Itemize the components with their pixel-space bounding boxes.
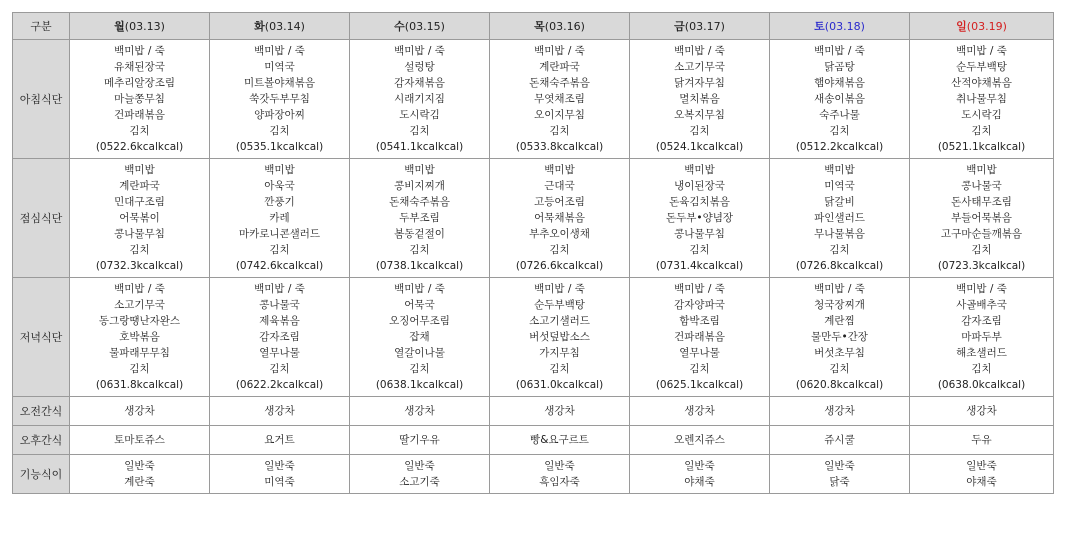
menu-cell [630, 426, 770, 455]
menu-item: 콩나물국 [961, 180, 1002, 192]
menu-cell [770, 278, 910, 397]
day-date: (03.16) [544, 20, 585, 33]
menu-item: 두부조림 [399, 212, 440, 224]
day-name: 일 [956, 20, 967, 33]
day-header [70, 13, 210, 40]
menu-item: 마카로니콘샐러드 [238, 228, 321, 240]
menu-cell [910, 397, 1054, 426]
menu-item: 설렁탕 [404, 61, 435, 73]
menu-item: 김치 [971, 244, 992, 256]
menu-item: 백미밥 / 죽 [814, 283, 865, 295]
meal-row [13, 40, 1054, 159]
menu-item: (0631.8kcalkcal) [95, 379, 184, 391]
menu-item: 순두부백탕 [534, 299, 585, 311]
menu-cell [70, 397, 210, 426]
menu-item: 닭갈비 [824, 196, 855, 208]
menu-item: 건파래볶음 [114, 109, 165, 121]
menu-item: 김치 [549, 363, 570, 375]
menu-item: 생강차 [404, 405, 435, 417]
menu-item: 김치 [549, 244, 570, 256]
menu-item: 냉이된장국 [674, 180, 725, 192]
menu-cell [630, 455, 770, 494]
menu-item: 콩나물무침 [114, 228, 165, 240]
menu-item: 일반죽 [124, 460, 155, 472]
row-label: 오후간식 [13, 426, 70, 455]
menu-item: 계란파국 [539, 61, 580, 73]
menu-item: 김치 [269, 363, 290, 375]
menu-item: 미역국 [824, 180, 855, 192]
menu-item: 일반죽 [404, 460, 435, 472]
day-header [910, 13, 1054, 40]
menu-item: 마파두부 [961, 331, 1002, 343]
menu-item: 백미밥 / 죽 [254, 283, 305, 295]
menu-item: 김치 [269, 125, 290, 137]
menu-cell [910, 40, 1054, 159]
menu-cell [490, 426, 630, 455]
menu-cell [70, 159, 210, 278]
menu-item: 어묵국 [404, 299, 435, 311]
menu-item: 어묵채볶음 [534, 212, 585, 224]
menu-item: (0620.8kcalkcal) [795, 379, 884, 391]
day-name: 월 [114, 20, 125, 33]
meal-row [13, 397, 1054, 426]
menu-item: 백미밥 / 죽 [114, 45, 165, 57]
menu-item: 열갈이나물 [394, 347, 445, 359]
menu-item: (0522.6kcalkcal) [95, 141, 184, 153]
menu-item: 카레 [269, 212, 290, 224]
menu-cell [490, 40, 630, 159]
menu-item: 김치 [829, 363, 850, 375]
menu-item: (0631.0kcalkcal) [515, 379, 604, 391]
menu-item: 일반죽 [824, 460, 855, 472]
menu-item: 김치 [409, 125, 430, 137]
menu-item: 요거트 [264, 434, 295, 446]
menu-item: 숙주나물 [819, 109, 860, 121]
menu-item: 오복지무침 [674, 109, 725, 121]
menu-item: 두유 [971, 434, 992, 446]
menu-item: 생강차 [544, 405, 575, 417]
menu-item: 오이지무침 [534, 109, 585, 121]
day-date: (03.14) [264, 20, 305, 33]
menu-item: 백미밥 [966, 164, 997, 176]
menu-cell [210, 159, 350, 278]
menu-item: (0533.8kcalkcal) [515, 141, 604, 153]
menu-item: 순두부백탕 [956, 61, 1007, 73]
day-name: 수 [394, 20, 405, 33]
menu-item: 무엿채조림 [534, 93, 585, 105]
menu-item: 마늘쫑무침 [114, 93, 165, 105]
day-header [490, 13, 630, 40]
day-header [350, 13, 490, 40]
menu-item: 돈두부•양념장 [665, 212, 734, 224]
day-header [210, 13, 350, 40]
menu-item: 청국장찌개 [814, 299, 865, 311]
menu-cell [350, 278, 490, 397]
menu-item: (0625.1kcalkcal) [655, 379, 744, 391]
meal-row [13, 455, 1054, 494]
menu-cell [490, 397, 630, 426]
menu-cell [350, 455, 490, 494]
day-date: (03.13) [124, 20, 165, 33]
menu-cell [910, 455, 1054, 494]
meal-row [13, 159, 1054, 278]
day-name: 화 [254, 20, 265, 33]
menu-item: 돈육김치볶음 [669, 196, 730, 208]
menu-item: (0742.6kcalkcal) [235, 260, 324, 272]
menu-item: (0521.1kcalkcal) [937, 141, 1026, 153]
menu-item: 김치 [129, 363, 150, 375]
menu-item: 백미밥 / 죽 [956, 45, 1007, 57]
menu-cell [210, 40, 350, 159]
menu-item: 토마토쥬스 [114, 434, 165, 446]
menu-item: 제육볶음 [259, 315, 300, 327]
menu-item: 야채죽 [684, 476, 715, 488]
menu-item: 소고기무국 [114, 299, 165, 311]
day-date: (03.19) [966, 20, 1007, 33]
menu-cell [770, 426, 910, 455]
menu-item: 햄야채볶음 [814, 77, 865, 89]
menu-item: 백미밥 [124, 164, 155, 176]
menu-item: 취나물무침 [956, 93, 1007, 105]
menu-item: 일반죽 [264, 460, 295, 472]
menu-item: 김치 [689, 363, 710, 375]
meal-row [13, 426, 1054, 455]
menu-item: 가지무침 [539, 347, 580, 359]
menu-cell [210, 397, 350, 426]
menu-item: (0723.3kcalkcal) [937, 260, 1026, 272]
weekly-menu-table [12, 12, 1054, 494]
menu-item: 버섯초무침 [814, 347, 865, 359]
menu-item: (0622.2kcalkcal) [235, 379, 324, 391]
menu-item: 백미밥 / 죽 [956, 283, 1007, 295]
row-label: 기능식이 [13, 455, 70, 494]
menu-item: 김치 [269, 244, 290, 256]
menu-item: 해초샐러드 [956, 347, 1007, 359]
menu-item: 오렌지쥬스 [674, 434, 725, 446]
menu-item: 생강차 [824, 405, 855, 417]
menu-item: 감자조림 [259, 331, 300, 343]
menu-item: 깐풍기 [264, 196, 295, 208]
menu-item: 감자채볶음 [394, 77, 445, 89]
meal-row [13, 278, 1054, 397]
menu-cell [770, 40, 910, 159]
menu-item: 김치 [689, 125, 710, 137]
menu-item: 봄동겉절이 [394, 228, 445, 240]
menu-item: 백미밥 / 죽 [674, 283, 725, 295]
menu-cell [210, 278, 350, 397]
menu-item: 도시락김 [961, 109, 1002, 121]
menu-item: 흑임자죽 [539, 476, 580, 488]
menu-item: 민대구조림 [114, 196, 165, 208]
day-name: 금 [674, 20, 685, 33]
weekly-menu-table-wrapper [12, 12, 1054, 494]
menu-item: (0512.2kcalkcal) [795, 141, 884, 153]
menu-item: 오징어무조림 [389, 315, 450, 327]
menu-item: 소고기샐러드 [529, 315, 590, 327]
menu-item: 어묵볶이 [119, 212, 160, 224]
menu-item: 미트볼야채볶음 [243, 77, 315, 89]
menu-item: 콩비지찌개 [394, 180, 445, 192]
menu-item: 물만두•간장 [811, 331, 868, 343]
day-name: 토 [814, 20, 825, 33]
menu-item: (0732.3kcalkcal) [95, 260, 184, 272]
menu-item: 생강차 [124, 405, 155, 417]
menu-item: 일반죽 [966, 460, 997, 472]
menu-item: 일반죽 [544, 460, 575, 472]
menu-item: 백미밥 / 죽 [394, 45, 445, 57]
menu-item: 소고기죽 [399, 476, 440, 488]
menu-item: 백미밥 / 죽 [394, 283, 445, 295]
header-corner: 구분 [13, 13, 70, 40]
menu-item: 닭곰탕 [824, 61, 855, 73]
menu-item: (0524.1kcalkcal) [655, 141, 744, 153]
menu-cell [350, 426, 490, 455]
menu-cell [770, 397, 910, 426]
menu-cell [490, 278, 630, 397]
row-label: 아침식단 [13, 40, 70, 159]
menu-cell [350, 40, 490, 159]
row-label: 점심식단 [13, 159, 70, 278]
menu-item: 근대국 [544, 180, 575, 192]
menu-cell [630, 278, 770, 397]
menu-item: 잡채 [409, 331, 430, 343]
menu-cell [630, 40, 770, 159]
menu-cell [70, 455, 210, 494]
menu-item: 딸기우유 [399, 434, 440, 446]
row-label: 저녁식단 [13, 278, 70, 397]
menu-item: 새송이볶음 [814, 93, 865, 105]
menu-item: 김치 [409, 363, 430, 375]
menu-item: 생강차 [966, 405, 997, 417]
menu-item: 백미밥 [824, 164, 855, 176]
menu-cell [210, 455, 350, 494]
menu-item: (0738.1kcalkcal) [375, 260, 464, 272]
menu-item: 백미밥 [264, 164, 295, 176]
menu-item: 고구마순들깨볶음 [940, 228, 1023, 240]
menu-item: 소고기무국 [674, 61, 725, 73]
menu-item: 일반죽 [684, 460, 715, 472]
menu-item: 백미밥 / 죽 [534, 283, 585, 295]
menu-item: 콩나물무침 [674, 228, 725, 240]
menu-item: 닭죽 [829, 476, 850, 488]
menu-item: 백미밥 [544, 164, 575, 176]
menu-item: (0726.8kcalkcal) [795, 260, 884, 272]
menu-item: 백미밥 / 죽 [254, 45, 305, 57]
menu-item: 야채죽 [966, 476, 997, 488]
menu-item: 건파래볶음 [674, 331, 725, 343]
menu-item: 메추리알장조림 [103, 77, 175, 89]
menu-item: 무나물볶음 [814, 228, 865, 240]
day-header [630, 13, 770, 40]
menu-item: 사골배추국 [956, 299, 1007, 311]
menu-item: 미역국 [264, 61, 295, 73]
menu-item: 김치 [829, 244, 850, 256]
menu-item: 돈사태무조림 [951, 196, 1012, 208]
menu-item: 빵&요구르트 [530, 434, 589, 446]
menu-item: 도시락김 [399, 109, 440, 121]
menu-item: (0638.1kcalkcal) [375, 379, 464, 391]
menu-item: 미역죽 [264, 476, 295, 488]
menu-item: 양파장아찌 [254, 109, 305, 121]
menu-item: 멸치볶음 [679, 93, 720, 105]
menu-item: 닭겨자무침 [674, 77, 725, 89]
row-label: 오전간식 [13, 397, 70, 426]
menu-cell [630, 397, 770, 426]
menu-item: 김치 [129, 244, 150, 256]
menu-item: 유채된장국 [114, 61, 165, 73]
menu-item: 김치 [129, 125, 150, 137]
menu-item: 함박조림 [679, 315, 720, 327]
menu-cell [210, 426, 350, 455]
menu-item: 김치 [689, 244, 710, 256]
menu-item: 김치 [971, 363, 992, 375]
day-header [770, 13, 910, 40]
menu-item: (0535.1kcalkcal) [235, 141, 324, 153]
menu-item: 백미밥 / 죽 [814, 45, 865, 57]
menu-item: 백미밥 / 죽 [114, 283, 165, 295]
menu-cell [910, 426, 1054, 455]
menu-item: 시래기지짐 [394, 93, 445, 105]
menu-item: 부들어묵볶음 [951, 212, 1012, 224]
menu-cell [910, 278, 1054, 397]
menu-item: 백미밥 / 죽 [674, 45, 725, 57]
menu-cell [70, 426, 210, 455]
menu-item: 감자조림 [961, 315, 1002, 327]
header-row [13, 13, 1054, 40]
menu-item: 부추오이생채 [529, 228, 590, 240]
menu-cell [70, 278, 210, 397]
menu-item: (0541.1kcalkcal) [375, 141, 464, 153]
menu-item: 백미밥 [684, 164, 715, 176]
menu-item: 계란죽 [124, 476, 155, 488]
menu-item: 콩나물국 [259, 299, 300, 311]
menu-item: 쑥갓두부무침 [249, 93, 310, 105]
menu-item: 김치 [409, 244, 430, 256]
menu-item: 동그랑땡난자완스 [98, 315, 181, 327]
menu-item: 백미밥 [404, 164, 435, 176]
menu-cell [350, 397, 490, 426]
menu-item: 열무나물 [679, 347, 720, 359]
day-date: (03.15) [404, 20, 445, 33]
menu-item: 물파래무무침 [109, 347, 170, 359]
menu-item: 김치 [549, 125, 570, 137]
menu-item: 김치 [829, 125, 850, 137]
day-name: 목 [534, 20, 545, 33]
menu-cell [770, 159, 910, 278]
menu-item: 계란찜 [824, 315, 855, 327]
menu-item: 돈채숙주볶음 [529, 77, 590, 89]
menu-item: 생강차 [684, 405, 715, 417]
menu-cell [910, 159, 1054, 278]
menu-item: 감자양파국 [674, 299, 725, 311]
menu-item: 고등어조림 [534, 196, 585, 208]
menu-cell [630, 159, 770, 278]
menu-item: (0731.4kcalkcal) [655, 260, 744, 272]
menu-item: (0638.0kcalkcal) [937, 379, 1026, 391]
menu-cell [770, 455, 910, 494]
menu-item: 산적야채볶음 [951, 77, 1012, 89]
menu-item: 쥬시쿨 [824, 434, 855, 446]
menu-item: 아욱국 [264, 180, 295, 192]
menu-cell [490, 455, 630, 494]
menu-item: 계란파국 [119, 180, 160, 192]
menu-item: 돈채숙주볶음 [389, 196, 450, 208]
menu-item: 호박볶음 [119, 331, 160, 343]
menu-item: 생강차 [264, 405, 295, 417]
menu-cell [350, 159, 490, 278]
menu-item: 파인샐러드 [814, 212, 865, 224]
menu-item: 버섯덮밥소스 [529, 331, 590, 343]
day-date: (03.17) [684, 20, 725, 33]
menu-item: 백미밥 / 죽 [534, 45, 585, 57]
menu-item: 김치 [971, 125, 992, 137]
menu-cell [70, 40, 210, 159]
day-date: (03.18) [824, 20, 865, 33]
menu-item: 열무나물 [259, 347, 300, 359]
menu-cell [490, 159, 630, 278]
menu-item: (0726.6kcalkcal) [515, 260, 604, 272]
